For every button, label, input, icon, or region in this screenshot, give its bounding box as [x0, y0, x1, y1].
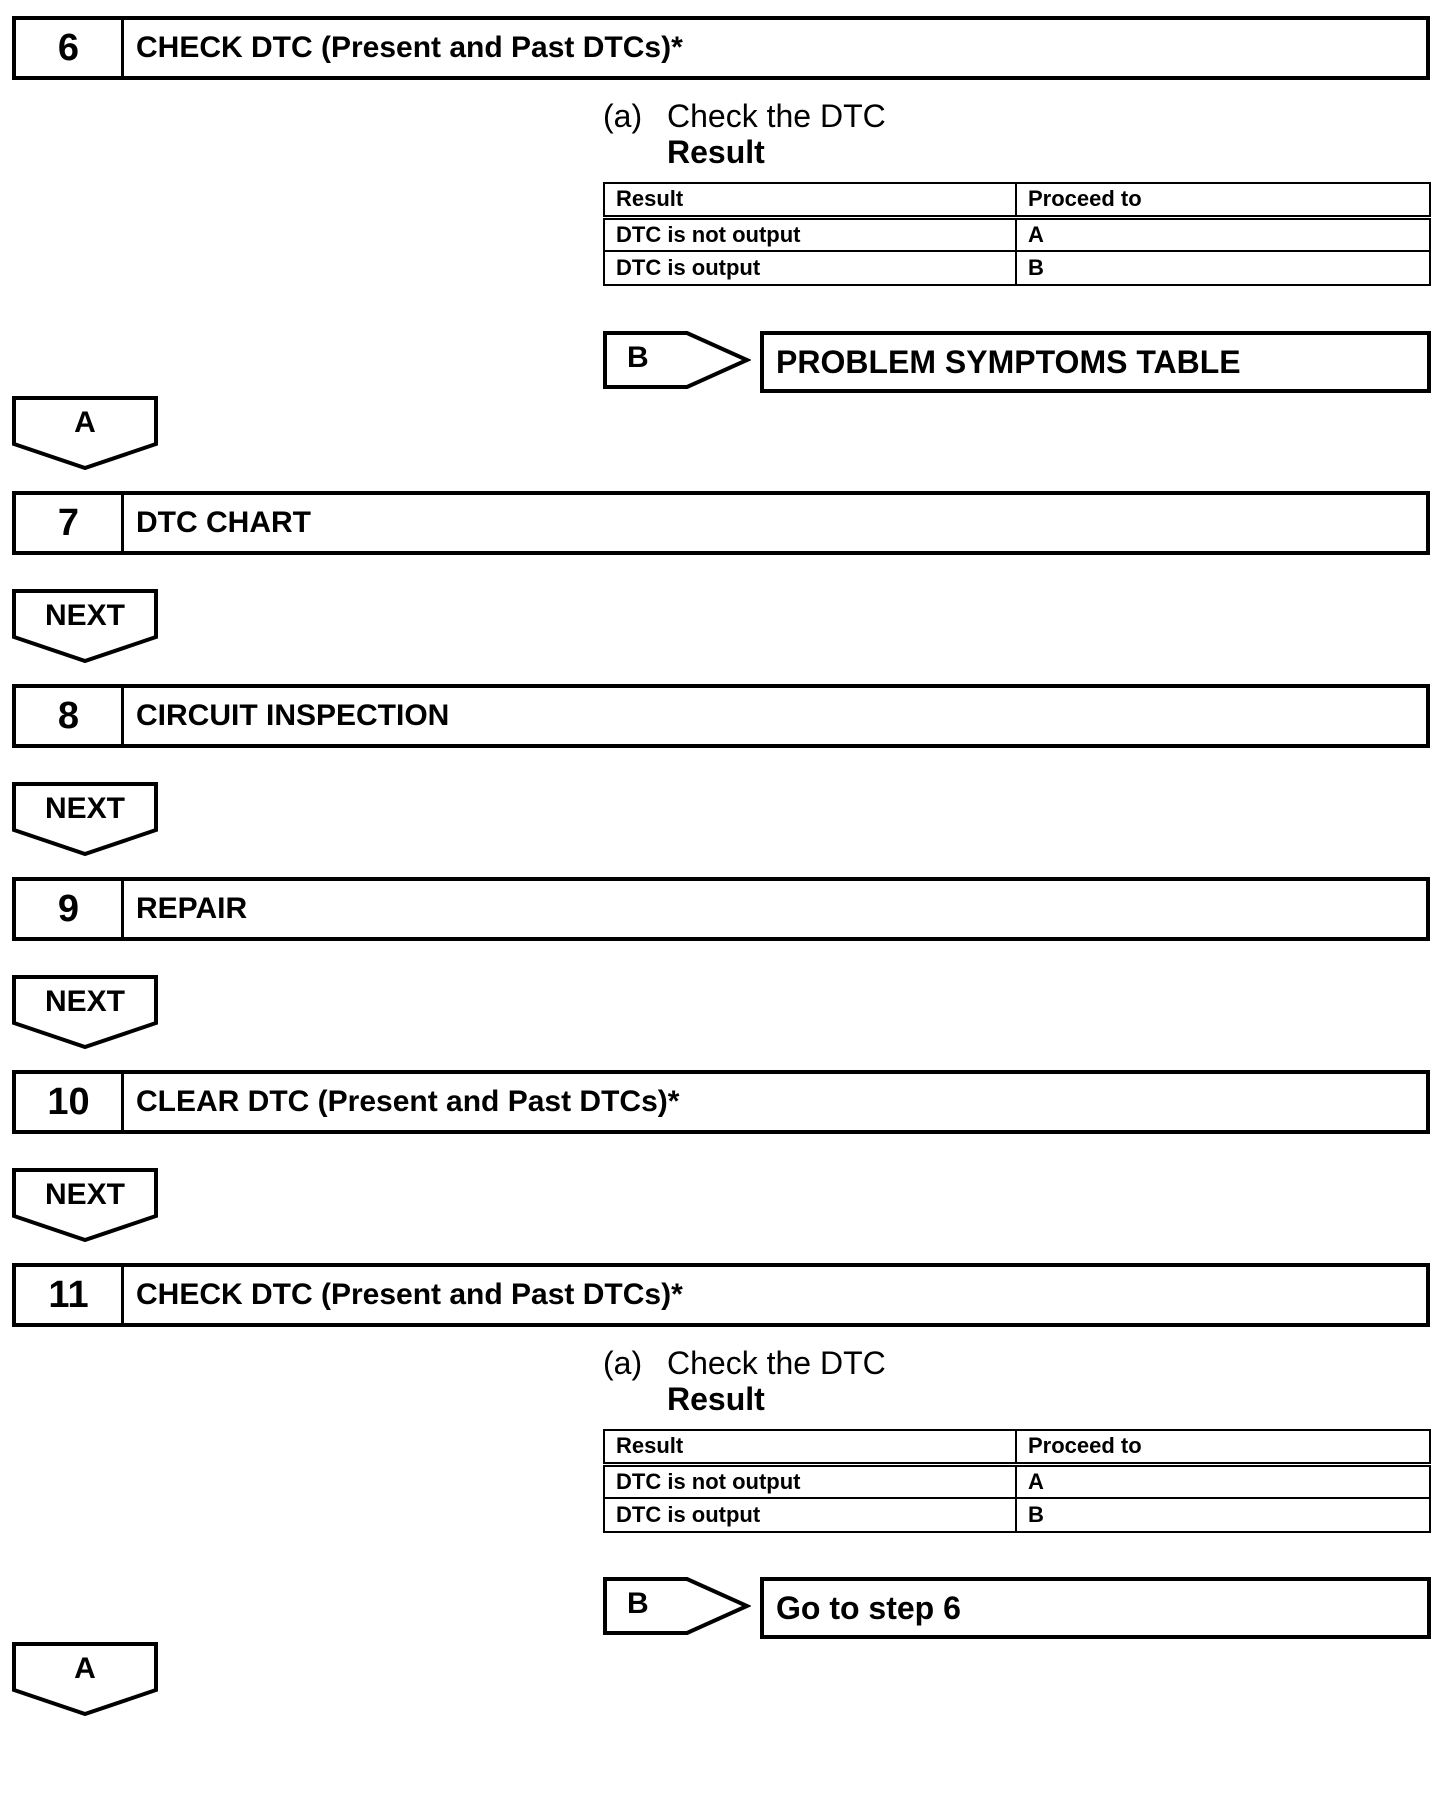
table-cell: B	[1016, 251, 1430, 285]
table-header-row	[604, 183, 1430, 217]
table-cell: A	[1016, 217, 1430, 251]
next-chevron	[12, 782, 158, 856]
step-title: CLEAR DTC (Present and Past DTCs)*	[136, 1085, 680, 1118]
step-title: DTC CHART	[136, 506, 311, 539]
instruction-text: Check the DTC	[667, 1345, 886, 1381]
table-row	[604, 1498, 1430, 1532]
continue-a-chevron	[12, 396, 158, 470]
table-row	[604, 217, 1430, 251]
step-title: REPAIR	[136, 892, 248, 925]
chevron-label: A	[74, 406, 96, 439]
branch-target-box: Go to step 6	[760, 1577, 1431, 1639]
result-table	[603, 182, 1431, 286]
result-heading: Result	[667, 134, 765, 170]
chevron-label: A	[74, 1652, 96, 1685]
step-7-header	[12, 491, 1430, 555]
result-heading: Result	[667, 1381, 765, 1417]
table-header-cell: Result	[604, 183, 1016, 217]
branch-label: B	[627, 341, 649, 374]
table-row	[604, 1464, 1430, 1498]
instruction-text: Check the DTC	[667, 98, 886, 134]
table-cell: DTC is not output	[604, 1464, 1016, 1498]
chevron-label: NEXT	[44, 985, 125, 1018]
chevron-label: NEXT	[44, 599, 125, 632]
step-number: 7	[16, 495, 124, 551]
branch-b-arrow	[603, 1577, 751, 1635]
table-cell: DTC is output	[604, 1498, 1016, 1532]
branch-target-box: PROBLEM SYMPTOMS TABLE	[760, 331, 1431, 393]
table-cell: A	[1016, 1464, 1430, 1498]
step-6-header	[12, 16, 1430, 80]
step-number: 8	[16, 688, 124, 744]
table-cell: DTC is output	[604, 251, 1016, 285]
continue-a-chevron	[12, 1642, 158, 1716]
step-title: CHECK DTC (Present and Past DTCs)*	[136, 31, 683, 64]
check-instruction	[603, 1345, 886, 1417]
table-cell: DTC is not output	[604, 217, 1016, 251]
right-arrow-icon	[603, 331, 751, 389]
step-8-header	[12, 684, 1430, 748]
substep-label: (a)	[603, 98, 643, 134]
step-number: 10	[16, 1074, 124, 1130]
next-chevron	[12, 975, 158, 1049]
check-instruction	[603, 98, 886, 170]
chevron-label: NEXT	[44, 792, 125, 825]
table-header-cell: Proceed to	[1016, 1430, 1430, 1464]
result-table	[603, 1429, 1431, 1533]
step-title: CIRCUIT INSPECTION	[136, 699, 450, 732]
step-9-header	[12, 877, 1430, 941]
next-chevron	[12, 1168, 158, 1242]
table-header-cell: Proceed to	[1016, 183, 1430, 217]
step-number: 9	[16, 881, 124, 937]
table-header-cell: Result	[604, 1430, 1016, 1464]
branch-label: B	[627, 1587, 649, 1620]
step-11-header	[12, 1263, 1430, 1327]
substep-label: (a)	[603, 1345, 643, 1381]
branch-b-arrow	[603, 331, 751, 389]
right-arrow-icon	[603, 1577, 751, 1635]
table-row	[604, 251, 1430, 285]
step-10-header	[12, 1070, 1430, 1134]
step-title: CHECK DTC (Present and Past DTCs)*	[136, 1278, 683, 1311]
step-number: 6	[16, 20, 124, 76]
chevron-label: NEXT	[44, 1178, 125, 1211]
step-number: 11	[16, 1267, 124, 1323]
next-chevron	[12, 589, 158, 663]
table-header-row	[604, 1430, 1430, 1464]
table-cell: B	[1016, 1498, 1430, 1532]
